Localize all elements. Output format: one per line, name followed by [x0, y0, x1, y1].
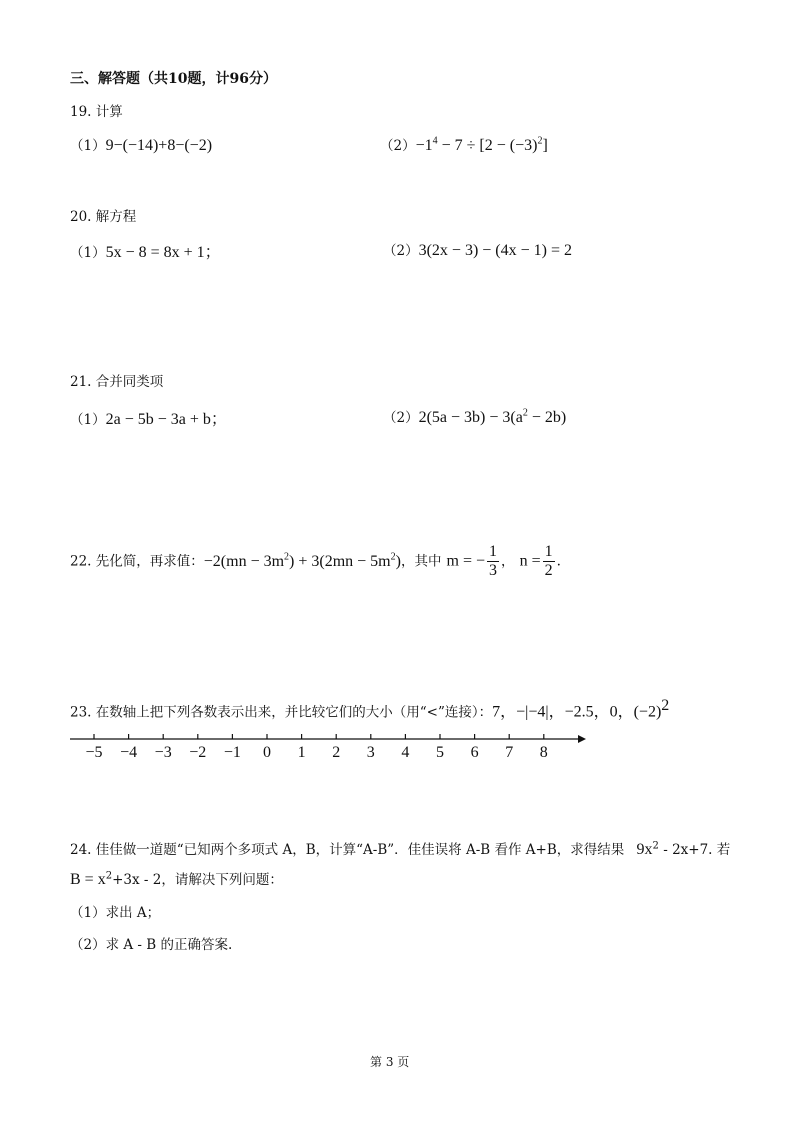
tick-label: 7 — [505, 744, 514, 761]
q22-m-frac — [487, 543, 499, 579]
tick-label: 8 — [539, 744, 548, 761]
q24-part2: （2）求 A - B 的正确答案. — [70, 937, 233, 953]
q21-part1-num: （1） — [70, 412, 106, 428]
q19-part2 — [380, 134, 548, 155]
q22 — [70, 543, 561, 579]
q22-expr-c: ) — [395, 552, 401, 570]
q22-sep: ， — [501, 553, 515, 570]
tick-label: 6 — [470, 744, 479, 761]
tick-label: 5 — [436, 744, 444, 761]
q24-part1: （1）求出 A； — [70, 905, 161, 921]
tick-label: 0 — [263, 744, 271, 761]
q22-m-num: 1 — [489, 543, 498, 560]
q22-n-num: 1 — [544, 543, 553, 560]
section-title: 三、解答题（共10题，计96分） — [70, 71, 277, 87]
tick-label: −1 — [223, 744, 241, 761]
q22-exp1: 2 — [284, 551, 290, 563]
q24-line1-b: 9x — [636, 841, 653, 858]
tick-label: −3 — [154, 744, 172, 761]
q21-part2-a: 2(5a − 3b) − 3(a — [418, 409, 523, 426]
q19-part2-num: （2） — [380, 138, 416, 154]
q22-where: ，其中 — [400, 553, 442, 570]
q20-part1 — [70, 239, 221, 262]
q19-part2-end: ] — [542, 137, 548, 154]
q19-label: 19. 计算 — [70, 104, 123, 120]
number-line-arrow-icon — [578, 735, 586, 743]
q24-line2-exp: 2 — [105, 870, 113, 882]
q21-label: 21. 合并同类项 — [70, 374, 164, 390]
q21-part1-expr: 2a − 5b − 3a + b； — [105, 411, 227, 428]
q20-label: 20. 解方程 — [70, 209, 137, 225]
q22-expr-b: ) + 3(2mn − 5m — [289, 552, 391, 570]
q22-label: 22. 先化简，再求值： — [70, 553, 204, 570]
q22-end: . — [556, 553, 561, 570]
q19-part2-exp2: 2 — [537, 135, 543, 147]
tick-label: 3 — [366, 744, 375, 761]
page-footer: 第 3 页 — [370, 1055, 410, 1069]
q22-exp2: 2 — [390, 551, 396, 563]
q23 — [70, 697, 669, 721]
q22-m-eq: m = − — [446, 552, 486, 570]
q21-part1 — [70, 406, 227, 429]
q24-line2 — [70, 868, 283, 889]
q20-part2-expr: 3(2x − 3) − (4x − 1) = 2 — [418, 242, 572, 259]
q24-line1-exp: 2 — [652, 840, 659, 852]
tick-label: 2 — [332, 744, 341, 761]
q22-n-den: 2 — [544, 561, 553, 579]
q21-part2 — [383, 406, 566, 427]
q20-part1-num: （1） — [70, 245, 106, 261]
q24-line1 — [70, 838, 730, 859]
q19-part1-expr: 9−(−14)+8−(−2) — [105, 137, 213, 154]
q19-part1-num: （1） — [70, 138, 106, 154]
number-line — [70, 730, 590, 770]
q20-part2-num: （2） — [383, 243, 419, 259]
q21-part2-num: （2） — [383, 410, 419, 426]
tick-label: 4 — [401, 744, 410, 761]
q22-expr-a: −2(mn − 3m — [203, 552, 285, 570]
tick-label: 1 — [297, 744, 306, 761]
q22-n-frac — [543, 543, 555, 579]
tick-label: −2 — [189, 744, 207, 761]
q23-label: 23. 在数轴上把下列各数表示出来，并比较它们的大小（用“<”连接）： — [70, 704, 493, 721]
q19-part2-pre: −1 — [415, 137, 433, 154]
q23-nums: 7，−|−4|，−2.5，0，(−2) — [492, 703, 662, 721]
q23-nums-exp: 2 — [661, 697, 670, 714]
q21-part2-exp: 2 — [522, 407, 528, 419]
q21-part2-b: − 2b) — [527, 409, 567, 426]
q20-part1-expr: 5x − 8 = 8x + 1； — [105, 244, 221, 261]
tick-label: −4 — [120, 744, 138, 761]
q19-part1 — [70, 134, 212, 155]
q22-m-den: 3 — [489, 561, 498, 579]
tick-label: −5 — [85, 744, 103, 761]
q19-part2-exp: 4 — [432, 135, 438, 147]
q19-part2-mid: − 7 ÷ [2 − (−3) — [437, 137, 538, 154]
q24-line2-b: +3x - 2，请解决下列问题： — [112, 872, 283, 888]
number-line-ticks — [85, 734, 547, 761]
q22-n-eq: n = — [519, 552, 541, 570]
q20-part2 — [383, 239, 572, 260]
q24-line1-c: - 2x+7. 若 — [658, 842, 731, 858]
q24-line2-a: B = x — [70, 871, 106, 888]
q24-line1-a: 24. 佳佳做一道题“已知两个多项式 A，B，计算“A-B”．佳佳误将 A-B 看作 A+B，求得结果 — [70, 842, 625, 858]
